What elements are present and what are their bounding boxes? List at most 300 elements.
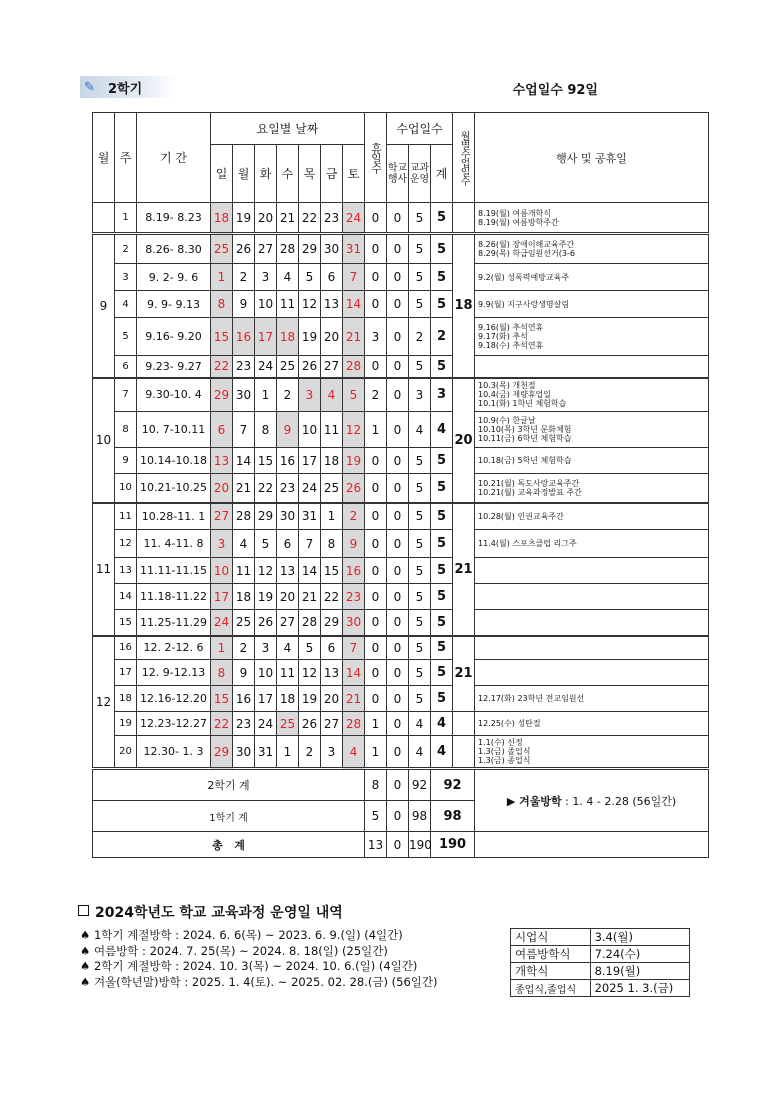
header-class-days: 수업일수 (387, 113, 453, 145)
week-number: 13 (115, 558, 137, 584)
curriculum-cell: 5 (409, 610, 431, 636)
week-number: 20 (115, 736, 137, 769)
date-cell: 29 (299, 234, 321, 264)
period-cell: 12.30- 1. 3 (137, 736, 211, 769)
date-cell: 25 (277, 712, 299, 736)
date-cell: 12 (299, 291, 321, 318)
date-cell: 19 (299, 686, 321, 712)
date-cell: 27 (321, 356, 343, 378)
sum-cell: 5 (431, 448, 453, 474)
winter-break-note: ▶ 겨울방학 : 1. 4 - 2.28 (56일간) (475, 769, 709, 832)
event-line: 10.11(금) 6학년 체험학습 (478, 434, 572, 443)
date-cell: 4 (233, 530, 255, 558)
school-event-cell: 0 (387, 234, 409, 264)
date-cell: 16 (277, 448, 299, 474)
curriculum-cell: 4 (409, 412, 431, 448)
grand-curriculum: 190 (409, 832, 431, 858)
week-number: 2 (115, 234, 137, 264)
sem1-sum: 98 (431, 801, 475, 832)
period-cell: 11.25-11.29 (137, 610, 211, 636)
week-row (93, 503, 709, 530)
school-event-cell: 0 (387, 264, 409, 291)
week-number: 15 (115, 610, 137, 636)
grand-empty (475, 832, 709, 858)
date-cell: 2 (233, 636, 255, 660)
curriculum-cell: 4 (409, 736, 431, 769)
date-cell: 10 (255, 291, 277, 318)
date-cell: 2 (233, 264, 255, 291)
weekday-header: 금 (321, 145, 343, 203)
period-cell: 12. 2-12. 6 (137, 636, 211, 660)
info-value: 8.19(월) (590, 963, 689, 980)
date-cell: 6 (211, 412, 233, 448)
school-event-cell: 0 (387, 474, 409, 503)
sum-cell: 5 (431, 291, 453, 318)
events-cell (475, 203, 709, 234)
grand-sum: 190 (431, 832, 475, 858)
date-cell: 4 (321, 378, 343, 412)
sum-cell: 5 (431, 203, 453, 234)
date-cell: 6 (321, 264, 343, 291)
grand-holidays: 13 (365, 832, 387, 858)
date-cell: 12 (343, 412, 365, 448)
date-cell: 24 (299, 474, 321, 503)
period-cell: 11.18-11.22 (137, 584, 211, 610)
events-cell (475, 660, 709, 686)
date-cell: 7 (343, 264, 365, 291)
date-cell: 3 (321, 736, 343, 769)
events-cell (475, 530, 709, 558)
date-cell: 22 (255, 474, 277, 503)
date-cell: 23 (343, 584, 365, 610)
date-cell: 25 (233, 610, 255, 636)
event-line: 9.18(수) 추석연휴 (478, 341, 544, 350)
date-cell: 26 (255, 610, 277, 636)
holidays-cell: 1 (365, 412, 387, 448)
date-cell: 11 (321, 412, 343, 448)
school-event-cell: 0 (387, 203, 409, 234)
date-cell: 11 (277, 291, 299, 318)
week-row (93, 474, 709, 503)
header-holidays: 휴일수 (365, 113, 387, 203)
events-cell (475, 291, 709, 318)
date-cell: 1 (211, 636, 233, 660)
events-cell (475, 712, 709, 736)
date-cell: 21 (343, 686, 365, 712)
sem2-events: 0 (387, 769, 409, 801)
events-cell (475, 412, 709, 448)
header-curriculum: 교과운영 (409, 145, 431, 203)
date-cell: 19 (299, 318, 321, 356)
curriculum-cell: 5 (409, 558, 431, 584)
event-line: 10.28(월) 인권교육주간 (478, 511, 564, 521)
date-cell: 1 (255, 378, 277, 412)
date-cell: 29 (211, 736, 233, 769)
school-event-cell: 0 (387, 686, 409, 712)
weekday-header: 화 (255, 145, 277, 203)
date-cell: 22 (299, 203, 321, 234)
note-line: ♠ 2학기 계절방학 : 2024. 10. 3(목) ~ 2024. 10. 6.(일) (4일간) (80, 959, 418, 973)
week-number: 4 (115, 291, 137, 318)
sum-cell: 5 (431, 356, 453, 378)
curriculum-cell: 5 (409, 291, 431, 318)
curriculum-cell: 5 (409, 474, 431, 503)
week-row (93, 234, 709, 264)
week-row (93, 291, 709, 318)
holidays-cell: 0 (365, 660, 387, 686)
header-period: 기 간 (137, 113, 211, 203)
date-cell: 15 (321, 558, 343, 584)
date-cell: 11 (277, 660, 299, 686)
month-cell: 11 (93, 503, 115, 636)
date-cell: 29 (255, 503, 277, 530)
date-cell: 17 (255, 686, 277, 712)
date-cell: 20 (277, 584, 299, 610)
date-cell: 4 (277, 636, 299, 660)
date-cell: 30 (233, 736, 255, 769)
date-cell: 16 (343, 558, 365, 584)
holidays-cell: 0 (365, 264, 387, 291)
curriculum-cell: 2 (409, 318, 431, 356)
class-days-label: 수업일수 92일 (512, 83, 598, 98)
date-cell: 3 (211, 530, 233, 558)
week-number: 10 (115, 474, 137, 503)
grand-total-label: 총 계 (93, 832, 365, 858)
sum-cell: 5 (431, 584, 453, 610)
date-cell: 23 (233, 356, 255, 378)
date-cell: 8 (211, 660, 233, 686)
info-label: 종업식,졸업식 (511, 980, 591, 997)
school-event-cell: 0 (387, 448, 409, 474)
date-cell: 22 (211, 712, 233, 736)
week-number: 9 (115, 448, 137, 474)
date-cell: 31 (343, 234, 365, 264)
date-cell: 26 (299, 356, 321, 378)
sem1-events: 0 (387, 801, 409, 832)
date-cell: 9 (233, 660, 255, 686)
events-cell (475, 234, 709, 264)
week-number: 1 (115, 203, 137, 234)
period-cell: 10.14-10.18 (137, 448, 211, 474)
school-event-cell: 0 (387, 503, 409, 530)
sum-cell: 5 (431, 686, 453, 712)
info-value: 3.4(월) (590, 929, 689, 946)
event-line: 10.10(목) 3학년 문화체험 (478, 425, 572, 434)
sum-cell: 5 (431, 610, 453, 636)
date-cell: 31 (255, 736, 277, 769)
event-line: 10.1(화) 1학년 체험학습 (478, 399, 567, 409)
event-line: 10.18(금) 5학년 체험학습 (478, 456, 572, 465)
date-cell: 27 (277, 610, 299, 636)
weekday-header: 수 (277, 145, 299, 203)
school-event-cell: 0 (387, 558, 409, 584)
holidays-cell: 3 (365, 318, 387, 356)
date-cell: 6 (277, 530, 299, 558)
date-cell: 30 (233, 378, 255, 412)
events-cell (475, 503, 709, 530)
date-cell: 4 (277, 264, 299, 291)
event-line: 12.17(화) 23학년 전교임원선 (478, 694, 585, 703)
week-number: 16 (115, 636, 137, 660)
month-cell: 9 (93, 234, 115, 378)
monthly-days-cell (453, 203, 475, 234)
event-line: 9.9(월) 지구사랑생명살림 (478, 299, 570, 309)
period-cell: 8.19- 8.23 (137, 203, 211, 234)
monthly-days-cell: 18 (453, 234, 475, 378)
event-line: 8.26(월) 장애이해교육주간 (478, 240, 575, 249)
holidays-cell: 0 (365, 203, 387, 234)
event-line: 9.2(월) 성폭력예방교육주 (478, 272, 570, 282)
date-cell: 15 (211, 686, 233, 712)
sem1-curriculum: 98 (409, 801, 431, 832)
week-row (93, 558, 709, 584)
period-cell: 8.26- 8.30 (137, 234, 211, 264)
date-cell: 20 (321, 686, 343, 712)
date-cell: 24 (211, 610, 233, 636)
school-event-cell: 0 (387, 291, 409, 318)
event-line: 9.17(화) 추석 (478, 332, 528, 341)
event-line: 8.19(월) 여름방학주간 (478, 217, 559, 227)
info-label: 여름방학식 (511, 946, 591, 963)
date-cell: 10 (255, 660, 277, 686)
event-line: 12.25(수) 성탄절 (478, 719, 541, 728)
school-event-cell: 0 (387, 378, 409, 412)
period-cell: 11.11-11.15 (137, 558, 211, 584)
semester-badge (80, 76, 176, 98)
sum-cell: 5 (431, 636, 453, 660)
date-cell: 21 (299, 584, 321, 610)
date-cell: 1 (321, 503, 343, 530)
date-cell: 1 (277, 736, 299, 769)
date-cell: 26 (233, 234, 255, 264)
ceremony-table (510, 928, 690, 997)
holidays-cell: 0 (365, 474, 387, 503)
holidays-cell: 1 (365, 712, 387, 736)
school-event-cell: 0 (387, 584, 409, 610)
curriculum-cell: 5 (409, 636, 431, 660)
holidays-cell: 2 (365, 378, 387, 412)
sem1-total-label: 1학기 계 (93, 801, 365, 832)
week-number: 8 (115, 412, 137, 448)
week-row (93, 378, 709, 412)
date-cell: 9 (233, 291, 255, 318)
date-cell: 24 (343, 203, 365, 234)
date-cell: 25 (321, 474, 343, 503)
checkbox-square-icon (78, 905, 89, 916)
date-cell: 10 (299, 412, 321, 448)
event-line: 11.4(월) 스포츠클럽 리그주 (478, 539, 577, 548)
monthly-days-cell: 21 (453, 503, 475, 636)
date-cell: 14 (233, 448, 255, 474)
period-cell: 10. 7-10.11 (137, 412, 211, 448)
date-cell: 24 (255, 356, 277, 378)
semester-title: 2학기 (108, 82, 143, 97)
date-cell: 9 (277, 412, 299, 448)
date-cell: 17 (211, 584, 233, 610)
events-cell (475, 356, 709, 378)
period-cell: 11. 4-11. 8 (137, 530, 211, 558)
month-cell: 10 (93, 378, 115, 503)
date-cell: 7 (343, 636, 365, 660)
date-cell: 15 (255, 448, 277, 474)
holidays-cell: 0 (365, 503, 387, 530)
weekday-header: 월 (233, 145, 255, 203)
curriculum-cell: 5 (409, 530, 431, 558)
section2-title: 2024학년도 학교 교육과정 운영일 내역 (78, 902, 343, 922)
curriculum-cell: 5 (409, 448, 431, 474)
curriculum-cell: 5 (409, 234, 431, 264)
week-row (93, 318, 709, 356)
date-cell: 4 (343, 736, 365, 769)
week-row (93, 203, 709, 234)
event-line: 10.21(월) 교육과정발표 주간 (478, 487, 582, 497)
week-row (93, 584, 709, 610)
holidays-cell: 0 (365, 530, 387, 558)
week-row (93, 610, 709, 636)
info-value: 7.24(수) (590, 946, 689, 963)
date-cell: 20 (321, 318, 343, 356)
curriculum-cell: 3 (409, 378, 431, 412)
date-cell: 29 (321, 610, 343, 636)
curriculum-cell: 5 (409, 203, 431, 234)
date-cell: 21 (233, 474, 255, 503)
date-cell: 19 (255, 584, 277, 610)
date-cell: 30 (343, 610, 365, 636)
school-event-cell: 0 (387, 530, 409, 558)
weekday-header: 일 (211, 145, 233, 203)
monthly-days-cell (453, 736, 475, 769)
sem2-holidays: 8 (365, 769, 387, 801)
sum-cell: 5 (431, 264, 453, 291)
holidays-cell: 0 (365, 234, 387, 264)
date-cell: 5 (299, 636, 321, 660)
holidays-cell: 0 (365, 448, 387, 474)
period-cell: 9.16- 9.20 (137, 318, 211, 356)
holidays-cell: 0 (365, 584, 387, 610)
event-line: 1.3(금) 종업식 (478, 756, 531, 765)
header-events: 행사 및 공휴일 (475, 113, 709, 203)
date-cell: 21 (343, 318, 365, 356)
sum-cell: 3 (431, 378, 453, 412)
date-cell: 18 (211, 203, 233, 234)
date-cell: 26 (343, 474, 365, 503)
date-cell: 20 (211, 474, 233, 503)
date-cell: 5 (255, 530, 277, 558)
date-cell: 30 (277, 503, 299, 530)
info-label: 시업식 (511, 929, 591, 946)
date-cell: 22 (321, 584, 343, 610)
week-row (93, 712, 709, 736)
header-month: 월 (93, 113, 115, 203)
events-cell (475, 736, 709, 769)
date-cell: 18 (233, 584, 255, 610)
vacation-notes (80, 928, 510, 990)
week-row (93, 660, 709, 686)
date-cell: 18 (277, 686, 299, 712)
note-line: ♠ 겨울(학년말)방학 : 2025. 1. 4(토). ~ 2025. 02. 28.(금) (56일간) (80, 974, 438, 989)
date-cell: 25 (211, 234, 233, 264)
week-number: 11 (115, 503, 137, 530)
info-value: 2025 1. 3.(금) (590, 980, 689, 997)
school-event-cell: 0 (387, 318, 409, 356)
school-event-cell: 0 (387, 736, 409, 769)
period-cell: 12.16-12.20 (137, 686, 211, 712)
date-cell: 1 (211, 264, 233, 291)
sum-cell: 5 (431, 503, 453, 530)
sum-cell: 5 (431, 234, 453, 264)
events-cell (475, 610, 709, 636)
date-cell: 27 (321, 712, 343, 736)
date-cell: 3 (255, 636, 277, 660)
school-event-cell: 0 (387, 356, 409, 378)
week-row (93, 530, 709, 558)
week-number: 14 (115, 584, 137, 610)
events-cell (475, 584, 709, 610)
holidays-cell: 0 (365, 558, 387, 584)
date-cell: 12 (299, 660, 321, 686)
period-cell: 12.23-12.27 (137, 712, 211, 736)
period-cell: 9. 9- 9.13 (137, 291, 211, 318)
date-cell: 14 (299, 558, 321, 584)
date-cell: 29 (211, 378, 233, 412)
sum-cell: 4 (431, 712, 453, 736)
event-line: 10.9(수) 한글날 (478, 416, 536, 425)
header-week: 주 (115, 113, 137, 203)
sum-cell: 5 (431, 474, 453, 503)
school-event-cell: 0 (387, 712, 409, 736)
date-cell: 26 (299, 712, 321, 736)
date-cell: 21 (277, 203, 299, 234)
sum-cell: 2 (431, 318, 453, 356)
event-line: 1.3(금) 졸업식 (478, 747, 531, 756)
period-cell: 12. 9-12.13 (137, 660, 211, 686)
events-cell (475, 636, 709, 660)
week-number: 7 (115, 378, 137, 412)
date-cell: 11 (233, 558, 255, 584)
date-cell: 7 (233, 412, 255, 448)
sem2-total-label: 2학기 계 (93, 769, 365, 801)
month-cell (93, 203, 115, 234)
events-cell (475, 318, 709, 356)
event-line: 8.29(목) 학급임원선거(3-6 (478, 249, 575, 258)
date-cell: 24 (255, 712, 277, 736)
date-cell: 14 (343, 660, 365, 686)
date-cell: 23 (277, 474, 299, 503)
date-cell: 28 (343, 712, 365, 736)
holidays-cell: 1 (365, 736, 387, 769)
date-cell: 18 (321, 448, 343, 474)
week-row (93, 736, 709, 769)
date-cell: 8 (211, 291, 233, 318)
date-cell: 28 (299, 610, 321, 636)
header-monthly-days: 월별수업일수 (453, 113, 475, 203)
date-cell: 15 (211, 318, 233, 356)
date-cell: 12 (255, 558, 277, 584)
school-event-cell: 0 (387, 412, 409, 448)
curriculum-cell: 5 (409, 503, 431, 530)
date-cell: 18 (277, 318, 299, 356)
school-event-cell: 0 (387, 610, 409, 636)
monthly-days-cell: 21 (453, 636, 475, 712)
event-line: 10.21(월) 독도사랑교육주간 (478, 478, 580, 488)
date-cell: 8 (321, 530, 343, 558)
header-school-event: 학교행사 (387, 145, 409, 203)
date-cell: 5 (299, 264, 321, 291)
week-row (93, 686, 709, 712)
date-cell: 2 (299, 736, 321, 769)
date-cell: 13 (277, 558, 299, 584)
period-cell: 10.21-10.25 (137, 474, 211, 503)
